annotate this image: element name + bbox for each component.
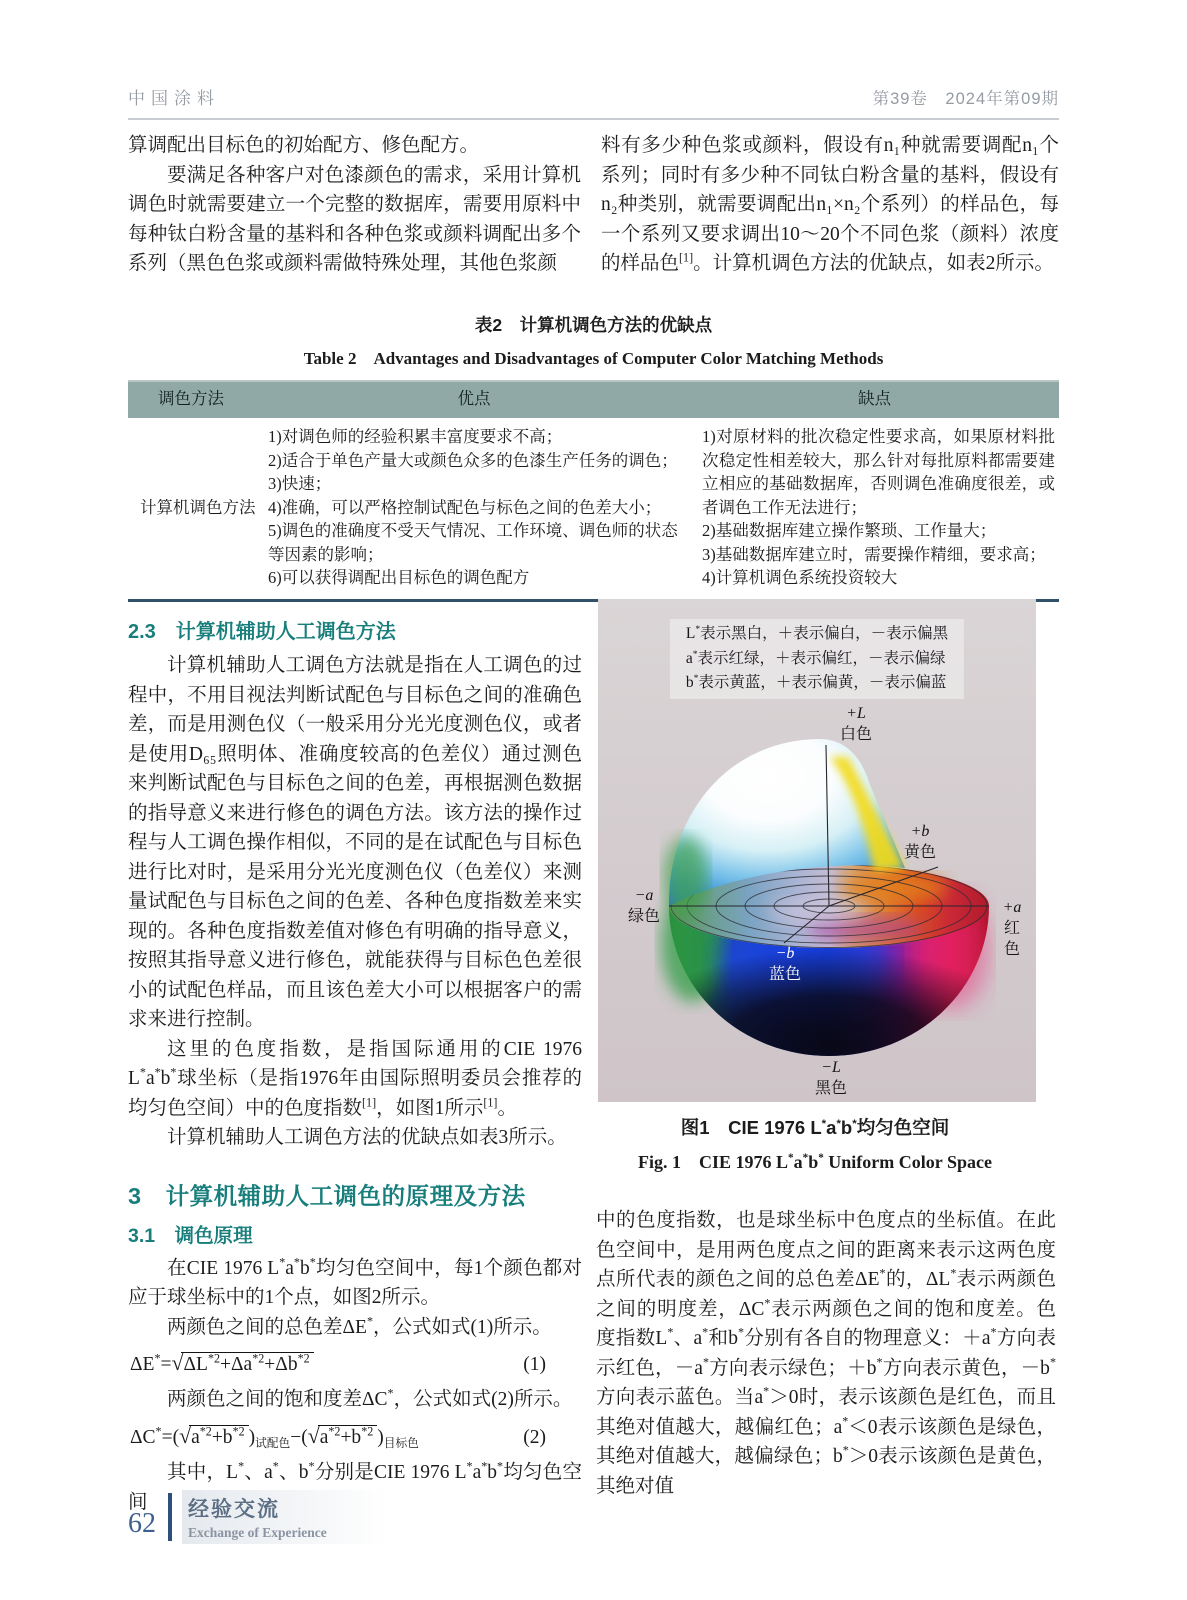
figure-1-caption-en: Fig. 1 CIE 1976 L*a*b* Uniform Color Space: [638, 1152, 992, 1172]
paragraph: 中的色度指数，也是球坐标中色度点的坐标值。在此色空间中，是用两色度点之间的距离来表示这两色度点所代表的颜色之间的总色差ΔE*的，ΔL*表示两颜色之间的明度差，ΔC*表示两颜色之间的饱和度差。色度指数L*、a*和b*分别有各自的物理意义：＋a*方向表示红色，－a*方向表示绿色；＋b*方向表示黄色，－b*方向表示蓝色。当a*＞0时，表示该颜色是红色，而且其绝对值越大，越偏红色；a*＜0表示该颜色是绿色，其绝对值越大，越偏绿色；b*＞0表示该颜色是黄色，其绝对值: [596, 1210, 1056, 1497]
paragraph: 两颜色之间的总色差ΔE*，公式如式(1)所示。: [167, 1314, 552, 1338]
table2-body-row: [128, 418, 1059, 599]
table2-caption-zh: 表2 计算机调色方法的优缺点: [474, 315, 713, 335]
advantage-item: 2)适合于单色产量大或颜色众多的色漆生产任务的调色；: [268, 450, 678, 470]
axis-label-plus-a: +a 红色: [1002, 899, 1022, 958]
volume-issue: 第39卷 2024年第09期: [872, 90, 1059, 108]
table2-header-method: 调色方法: [158, 390, 224, 409]
figure-legend: [670, 619, 964, 699]
section-2-3-heading: 2.3 计算机辅助人工调色方法: [128, 621, 396, 643]
intro-left-column: [128, 131, 581, 279]
equation-1-lhs: ΔE*=: [130, 1351, 172, 1375]
table2-method-cell: 计算机调色方法: [140, 497, 256, 517]
paragraph: 要满足各种客户对色漆颜色的需求，采用计算机调色时就需要建立一个完整的数据库，需要用原料中每种钛白粉含量的基料和各种色浆或颜料调配出多个系列（黑色色浆或颜料需做特殊处理，其他色浆颜: [128, 164, 581, 274]
equation-1-radicand: $\Delta L^{*2}+\Delta a^{*2}+\Delta b^{*2}$: [181, 1352, 313, 1376]
legend-line-b: b*表示黄蓝，＋表示偏黄，－表示偏蓝: [685, 672, 947, 691]
paragraph: 计算机辅助人工调色方法的优缺点如表3所示。: [167, 1127, 567, 1148]
legend-line-a: a*表示红绿，＋表示偏红，－表示偏绿: [685, 648, 946, 667]
page-header: [128, 84, 1059, 120]
section-3-heading: 3 计算机辅助人工调色的原理及方法: [128, 1182, 526, 1209]
paragraph: 料有多少种色浆或颜料，假设有n₁种就需要调配n₁个系列；同时有多少种不同钛白粉含量的基料，假设有n₂种类别，就需要调配出n₁×n₂个系列）的样品色，每一个系列又要求调出10～20个不同色浆（颜料）浓度的样品色[1]。计算机调色方法的优缺点，如表2所示。: [601, 135, 1059, 274]
table2-caption-en: Table 2 Advantages and Disadvantages of Computer Color Matching Methods: [303, 349, 884, 368]
axis-label-minus-L: −L 黑色: [814, 1059, 848, 1097]
equation-1: [130, 1351, 582, 1376]
equation-2-mid: )$_{试配色}-$(: [248, 1426, 308, 1451]
disadvantage-item: 2)基础数据库建立操作繁琐、工作量大；: [702, 521, 997, 540]
footer-section-en: Exchange of Experience: [188, 1525, 327, 1540]
equation-2-post: )$_{目标色}$: [377, 1426, 419, 1451]
journal-name: 中国涂料: [128, 89, 220, 108]
table2-header-advantages: 优点: [457, 390, 491, 409]
legend-line-L: L*表示黑白，＋表示偏白，－表示偏黑: [685, 623, 949, 642]
equation-2-pre: ΔC*=(: [130, 1424, 180, 1448]
paragraph: 计算机辅助人工调色方法就是指在人工调色的过程中，不用目视法判断试配色与目标色之间的准确色差，而是用测色仪（一般采用分光光度测色仪，或者是使用D₆₅照明体、准确度较高的色差仪）通过测色来判断试配色与目标色之间的色差，再根据测色数据的指导意义来进行修色的调色方法。该方法的操作过程与人工调色操作相似，不同的是在试配色与目标色进行比对时，是采用分光光度测色仪（色差仪）来测量试配色与目标色之间的色差、各种色度指数差来实现的。各种色度指数差值对修色有明确的指导意义，按照其指导意义进行修色，就能获得与目标色色差很小的试配色样品，而且该色差大小可以根据客户的需求来进行控制。: [128, 655, 582, 1030]
sqrt-radical: [179, 1424, 249, 1449]
advantage-item: 1)对调色师的经验积累丰富度要求不高；: [268, 427, 563, 446]
paragraph: 算调配出目标色的初始配方、修色配方。: [128, 135, 480, 156]
advantage-item: 3)快速；: [268, 474, 332, 493]
advantage-item: 5)调色的准确度不受天气情况、工作环境、调色师的状态等因素的影响；: [268, 521, 678, 564]
table2-header-row: [128, 380, 1059, 418]
paragraph: 在CIE 1976 L*a*b*均匀色空间中，每1个颜色都对应于球坐标中的1个点，如图2所示。: [128, 1255, 582, 1308]
table2-advantages-cell: [258, 425, 690, 590]
equation-2-number: (2): [523, 1426, 546, 1448]
paragraph: 两颜色之间的饱和度差ΔC*，公式如式(2)所示。: [167, 1386, 573, 1411]
section-3-1-heading: 3.1 调色原理: [128, 1224, 253, 1247]
table2-header-disadvantages: 缺点: [858, 390, 891, 409]
disadvantage-item: 4)计算机调色系统投资较大: [702, 568, 898, 587]
footer-divider-bar: [168, 1493, 172, 1541]
sqrt-radical: [172, 1351, 314, 1376]
sqrt-radical: [308, 1424, 378, 1449]
table2-disadvantages-cell: [690, 425, 1059, 590]
footer-section-titles: [182, 1490, 387, 1544]
axis-label-plus-b: +b 黄色: [903, 823, 937, 861]
equation-1-number: (1): [523, 1354, 546, 1375]
equation-2-radicand-2: $a^{*2}+b^{*2}$: [318, 1425, 378, 1449]
advantage-item: 6)可以获得调配出目标色的调色配方: [268, 568, 530, 587]
page-number: 62: [128, 1508, 156, 1539]
intro-right-column: [601, 131, 1059, 279]
axis-label-plus-L: +L 白色: [839, 705, 873, 743]
page-footer: [128, 1490, 387, 1544]
disadvantage-item: 3)基础数据库建立时，需要操作精细，要求高；: [702, 544, 1046, 564]
table2-block: [128, 312, 1059, 602]
disadvantage-item: 1)对原材料的批次稳定性要求高，如果原材料批次稳定性相差较大，那么针对每批原料都需要建立相应的基础数据库，否则调色准确度很差，或者调色工作无法进行；: [702, 427, 1055, 517]
advantage-item: 4)准确，可以严格控制试配色与标色之间的色差大小；: [268, 497, 662, 517]
figure-1: [598, 599, 1036, 1102]
figure-1-caption-zh: 图1 CIE 1976 L*a*b*均匀色空间: [680, 1117, 950, 1138]
equation-2-radicand-1: $a^{*2}+b^{*2}$: [189, 1425, 249, 1449]
figure-1-captions: [596, 1114, 1034, 1174]
paragraph: 这里的色度指数，是指国际通用的CIE 1976 L*a*b*球坐标（是指1976年由国际照明委员会推荐的均匀色空间）中的色度指数[1]，如图1所示[1]。: [128, 1038, 582, 1119]
axis-label-minus-b: −b 蓝色: [768, 945, 802, 983]
equation-2: [130, 1424, 582, 1449]
footer-section-zh: 经验交流: [188, 1498, 280, 1521]
table2: [128, 380, 1059, 602]
axis-label-minus-a: −a 绿色: [627, 887, 661, 925]
paragraph: 其中，L*、a*、b*分别是CIE 1976 L*a*b*均匀色空间: [128, 1459, 583, 1513]
right-column: [596, 599, 1059, 1501]
left-column: [128, 615, 582, 1517]
